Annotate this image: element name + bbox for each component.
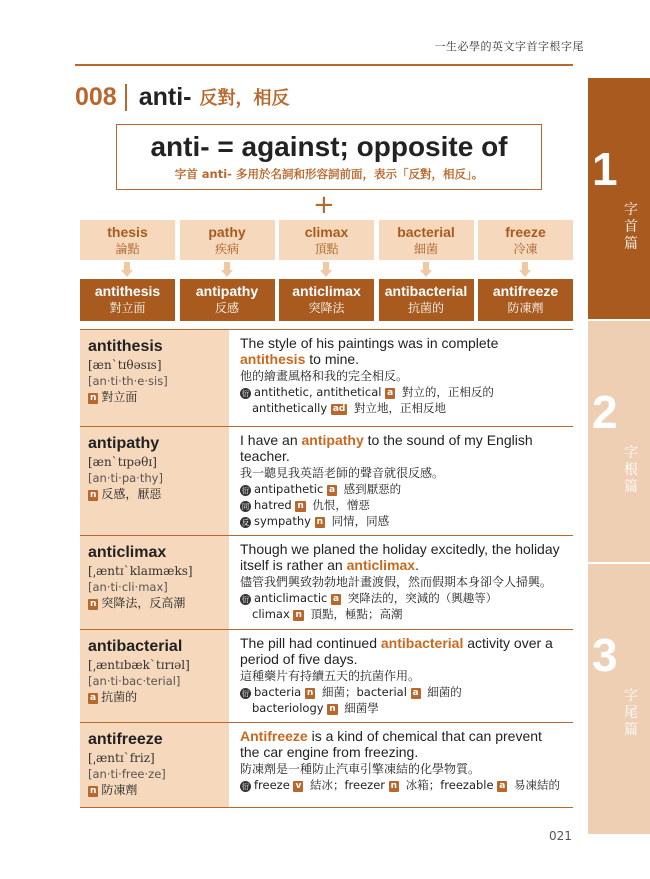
relation-mark: 衍: [241, 782, 250, 791]
derived-word-meaning: 反感: [214, 301, 239, 315]
relation-mark: 衍: [241, 595, 250, 604]
related-word-line: 衍 antipathetic a 感到厭惡的: [241, 482, 402, 496]
chapter-tab-label: 字根篇: [624, 445, 638, 495]
vocab-entry: [80, 723, 573, 808]
entry-headword-panel: [80, 536, 229, 629]
base-word-meaning: 細菌: [413, 242, 438, 256]
headword: antithesis: [88, 338, 163, 355]
part-of-speech-line: [88, 486, 229, 503]
related-word-line: 衍 freeze v 結冰；freezer n 冰箱；freezable a 易凍結的: [241, 778, 560, 792]
chapter-tab-suffix[interactable]: [588, 564, 650, 834]
derived-word-cell: [379, 279, 474, 321]
pos-badge: n: [90, 393, 97, 403]
base-word-meaning: 頂點: [314, 242, 339, 256]
highlighted-word: anticlimax: [346, 557, 416, 573]
example-translation: 我一聽見我英語老師的聲音就很反感。: [240, 466, 445, 480]
syllabification: [an·ti·cli·max]: [88, 580, 168, 594]
related-words: [240, 590, 565, 622]
chapter-tab-prefix[interactable]: [588, 78, 650, 319]
entry-headword-panel: [80, 330, 229, 426]
down-arrow-icon: [279, 262, 374, 277]
pos-badge: n: [329, 704, 336, 714]
derived-word: antifreeze: [492, 283, 559, 299]
pos-badge: ad: [332, 404, 346, 414]
definition-box: [116, 124, 542, 190]
example-sentence: The pill had continued antibacterial activity over a period of five days.: [240, 635, 553, 667]
example-translation: 儘管我們興致勃勃地計畫渡假，然而假期本身卻令人掃興。: [240, 575, 553, 589]
example-sentence: I have an antipathy to the sound of my English teacher.: [240, 432, 533, 464]
pos-badge: a: [412, 688, 419, 698]
pos-badge: a: [387, 388, 394, 398]
pronunciation: [͵æntɪ`klaɪmæks]: [88, 564, 193, 578]
related-word-line: 衍 bacteria n 細菌；bacterial a 細菌的: [241, 685, 462, 699]
relation-mark: 衍: [241, 486, 250, 495]
headword-meaning: 防凍劑: [101, 783, 138, 797]
entry-title: [75, 80, 290, 114]
pos-badge: n: [295, 610, 302, 620]
chapter-tab-number: 1: [592, 143, 618, 195]
chapter-tab-number: 3: [592, 629, 618, 681]
chapter-tab-number: 2: [592, 386, 618, 438]
base-word-cell: [279, 220, 374, 260]
derived-word-cell: [180, 279, 275, 321]
pos-badge: a: [333, 594, 340, 604]
entry-example-panel: [229, 723, 573, 807]
headword-meaning: 對立面: [101, 390, 138, 404]
base-word-cell: [80, 220, 175, 260]
example-sentence: Though we planed the holiday excitedly, the holiday itself is rather an anticlimax.: [240, 541, 560, 573]
pos-badge: n: [90, 490, 97, 500]
part-of-speech-line: [88, 782, 229, 799]
headword: antibacterial: [88, 638, 183, 655]
pronunciation: [͵æntɪbæk`tɪrɪəl]: [88, 658, 190, 672]
relation-mark: 反: [241, 518, 250, 527]
derived-word-meaning: 抗菌的: [407, 301, 444, 315]
relation-mark: 衍: [241, 689, 250, 698]
derived-word: antibacterial: [384, 283, 468, 299]
vocab-entry: [80, 630, 573, 723]
title-divider: [125, 84, 127, 111]
entry-root-meaning: 反對，相反: [199, 88, 290, 109]
base-word: bacterial: [397, 224, 455, 240]
relation-mark: 同: [241, 502, 250, 511]
headword-meaning: 突降法，反高潮: [101, 596, 186, 610]
pronunciation: [͵æntɪ`friz]: [88, 751, 155, 765]
related-words: [240, 384, 565, 416]
highlighted-word: antibacterial: [380, 635, 464, 651]
syllabification: [an·ti·free·ze]: [88, 767, 166, 781]
entry-example-panel: [229, 427, 573, 535]
syllabification: [an·ti·th·e·sis]: [88, 374, 168, 388]
pos-badge: n: [90, 786, 97, 796]
derived-word-meaning: 對立面: [109, 301, 146, 315]
vocab-entry: [80, 536, 573, 630]
base-word-cell: [379, 220, 474, 260]
relation-mark: 衍: [241, 389, 250, 398]
derived-word-meaning: 防凍劑: [507, 301, 544, 315]
definition-main: anti- = against; opposite of: [150, 131, 508, 162]
pos-badge: n: [316, 517, 324, 527]
down-arrow-icon: [180, 262, 275, 277]
down-arrow-icon: [379, 262, 474, 277]
example-sentence: The style of his paintings was in complete antithesis to mine.: [240, 335, 499, 367]
pos-badge: v: [295, 781, 302, 791]
entry-example-panel: [229, 630, 573, 722]
chapter-tab-root[interactable]: [588, 321, 650, 562]
header-rule: [75, 64, 573, 66]
page-number: 021: [549, 829, 572, 843]
related-words: [240, 481, 565, 529]
base-word-meaning: 冷凍: [513, 242, 538, 256]
derived-word-meaning: 突降法: [308, 301, 345, 315]
pronunciation: [æn`tɪθəsɪs]: [88, 358, 162, 372]
base-word-cell: [478, 220, 573, 260]
example-translation: 他的繪畫風格和我的完全相反。: [240, 369, 409, 383]
highlighted-word: antipathy: [301, 432, 364, 448]
pos-badge: n: [390, 781, 398, 791]
headword: antipathy: [88, 435, 160, 452]
related-word-line: 衍 anticlimactic a 突降法的，突減的（興趣等）: [241, 591, 498, 605]
entry-number: 008: [75, 82, 117, 111]
entry-example-panel: [229, 536, 573, 629]
part-of-speech-line: [88, 389, 229, 406]
chapter-tab-label: 字首篇: [624, 202, 638, 252]
running-head: 一生必學的英文字首字根字尾: [434, 40, 584, 53]
base-word: climax: [304, 224, 349, 240]
syllabification: [an·ti·bac·terial]: [88, 674, 181, 688]
example-translation: 這種藥片有持續五天的抗菌作用。: [240, 669, 421, 683]
headword: antifreeze: [88, 731, 163, 748]
related-word-line: 同 hatred n 仇恨，憎惡: [241, 498, 370, 512]
syllabification: [an·ti·pa·thy]: [88, 471, 163, 485]
pronunciation: [æn`tɪpəθɪ]: [88, 455, 157, 469]
definition-note: 字首 anti- 多用於名詞和形容詞前面，表示「反對，相反」。: [174, 167, 484, 181]
headword: anticlimax: [88, 544, 167, 561]
chapter-tabs: [588, 78, 650, 836]
related-word-line: 衍 antithetic, antithetical a 對立的，正相反的: [241, 385, 494, 399]
pos-badge: n: [306, 688, 314, 698]
base-word: freeze: [505, 224, 546, 240]
entry-headword-panel: [80, 630, 229, 722]
plus-icon: +: [313, 190, 335, 220]
pos-badge: a: [90, 693, 97, 703]
example-sentence: Antifreeze is a kind of chemical that can prevent the car engine from freezing.: [240, 728, 542, 760]
headword-meaning: 反感，厭惡: [101, 487, 162, 501]
related-word-line: 反 sympathy n 同情，同感: [241, 514, 390, 528]
derived-word: antithesis: [94, 283, 161, 299]
base-word-meaning: 論點: [115, 242, 140, 256]
pos-badge: a: [499, 781, 506, 791]
part-of-speech-line: [88, 689, 229, 706]
base-word: thesis: [107, 224, 148, 240]
base-word-meaning: 疾病: [214, 242, 239, 256]
derived-word: anticlimax: [292, 283, 361, 299]
highlighted-word: antithesis: [240, 351, 306, 367]
related-word-line: climax n 頂點，極點；高潮: [252, 607, 403, 621]
derived-word: antipathy: [195, 283, 259, 299]
base-word: pathy: [208, 224, 246, 240]
vocabulary-entries: [80, 329, 573, 808]
headword-meaning: 抗菌的: [101, 690, 138, 704]
part-of-speech-line: [88, 595, 229, 612]
pos-badge: n: [297, 501, 304, 511]
base-word-cell: [180, 220, 275, 260]
derived-word-cell: [478, 279, 573, 321]
entry-example-panel: [229, 330, 573, 426]
example-translation: 防凍劑是一種防止汽車引擎凍結的化學物質。: [240, 762, 481, 776]
related-word-line: bacteriology n 細菌學: [252, 701, 379, 715]
vocab-entry: [80, 330, 573, 427]
down-arrow-icon: [80, 262, 175, 277]
related-word-line: antithetically ad 對立地，正相反地: [252, 401, 447, 415]
entry-headword-panel: [80, 723, 229, 807]
entry-root: anti-: [138, 82, 192, 111]
highlighted-word: Antifreeze: [240, 728, 308, 744]
chapter-tab-label: 字尾篇: [624, 688, 638, 738]
pos-badge: n: [90, 599, 97, 609]
derived-word-cell: [80, 279, 175, 321]
vocab-entry: [80, 427, 573, 536]
entry-headword-panel: [80, 427, 229, 535]
down-arrow-icon: [478, 262, 573, 277]
related-words: [240, 684, 565, 716]
related-words: [240, 777, 565, 793]
pos-badge: a: [328, 485, 336, 495]
derived-word-cell: [279, 279, 374, 321]
